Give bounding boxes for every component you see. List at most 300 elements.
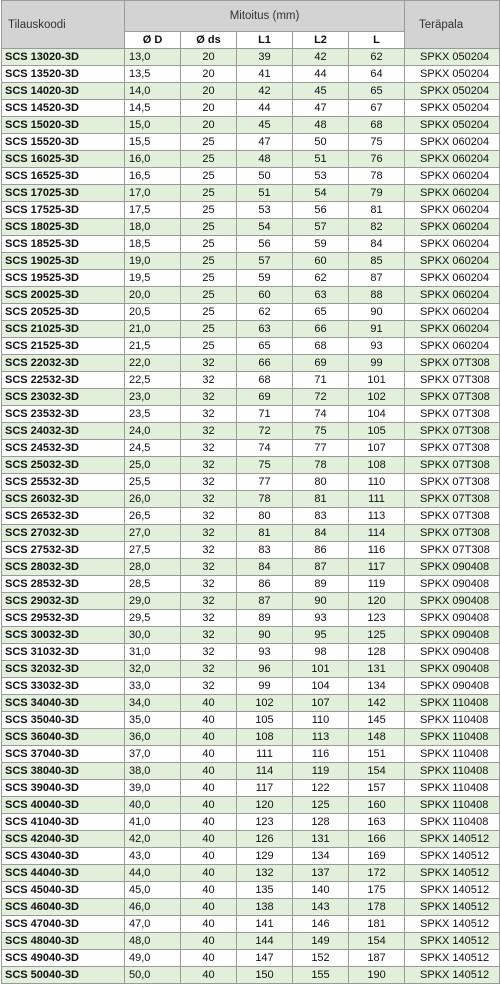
cell-l2: 78 [293,457,349,474]
table-row [2,83,500,100]
cell-terapala: SPKX 060204 [405,270,500,287]
cell-l2: 60 [293,253,349,270]
cell-diameter-d: 46,0 [125,899,181,916]
cell-l2: 104 [293,678,349,695]
cell-l1: 99 [237,678,293,695]
cell-l1: 57 [237,253,293,270]
cell-l2: 63 [293,287,349,304]
cell-terapala: SPKX 090408 [405,610,500,627]
cell-l: 101 [349,372,405,389]
cell-l: 107 [349,440,405,457]
cell-l: 62 [349,49,405,66]
cell-l1: 69 [237,389,293,406]
cell-l2: 77 [293,440,349,457]
cell-tilauskoodi: SCS 36040-3D [2,729,125,746]
cell-diameter-ds: 25 [181,151,237,168]
cell-l1: 59 [237,270,293,287]
cell-diameter-d: 50,0 [125,967,181,984]
cell-diameter-d: 35,0 [125,712,181,729]
table-row [2,865,500,882]
cell-terapala: SPKX 07T308 [405,372,500,389]
cell-l: 99 [349,355,405,372]
cell-diameter-ds: 32 [181,610,237,627]
table-row [2,729,500,746]
cell-diameter-ds: 32 [181,559,237,576]
cell-l2: 57 [293,219,349,236]
cell-l2: 113 [293,729,349,746]
cell-terapala: SPKX 090408 [405,593,500,610]
cell-l1: 74 [237,440,293,457]
cell-tilauskoodi: SCS 17025-3D [2,185,125,202]
cell-terapala: SPKX 090408 [405,576,500,593]
cell-l2: 122 [293,780,349,797]
cell-tilauskoodi: SCS 41040-3D [2,814,125,831]
table-row [2,423,500,440]
cell-l1: 65 [237,338,293,355]
cell-l: 75 [349,134,405,151]
cell-tilauskoodi: SCS 19525-3D [2,270,125,287]
cell-diameter-ds: 20 [181,49,237,66]
cell-l: 145 [349,712,405,729]
cell-diameter-ds: 25 [181,287,237,304]
cell-diameter-ds: 25 [181,185,237,202]
header-terapala: Teräpala [405,1,500,49]
cell-tilauskoodi: SCS 29532-3D [2,610,125,627]
header-tilauskoodi: Tilauskoodi [2,1,125,49]
cell-terapala: SPKX 110408 [405,712,500,729]
cell-l1: 48 [237,151,293,168]
cell-l2: 155 [293,967,349,984]
cell-diameter-ds: 32 [181,389,237,406]
cell-l2: 48 [293,117,349,134]
cell-l: 169 [349,848,405,865]
table-row [2,797,500,814]
cell-diameter-ds: 40 [181,797,237,814]
table-row [2,151,500,168]
cell-l: 172 [349,865,405,882]
cell-tilauskoodi: SCS 22032-3D [2,355,125,372]
cell-diameter-ds: 20 [181,83,237,100]
cell-diameter-d: 22,5 [125,372,181,389]
cell-diameter-d: 29,5 [125,610,181,627]
cell-terapala: SPKX 07T308 [405,457,500,474]
cell-diameter-d: 16,0 [125,151,181,168]
header-row [2,1,500,32]
table-row [2,882,500,899]
cell-l2: 116 [293,746,349,763]
cell-diameter-ds: 25 [181,338,237,355]
cell-l2: 68 [293,338,349,355]
cell-diameter-d: 32,0 [125,661,181,678]
cell-terapala: SPKX 140512 [405,916,500,933]
cell-tilauskoodi: SCS 38040-3D [2,763,125,780]
cell-l2: 95 [293,627,349,644]
cell-l1: 93 [237,644,293,661]
cell-diameter-d: 26,0 [125,491,181,508]
cell-diameter-ds: 32 [181,542,237,559]
cell-l1: 41 [237,66,293,83]
cell-terapala: SPKX 060204 [405,185,500,202]
cell-l: 88 [349,287,405,304]
cell-diameter-ds: 32 [181,508,237,525]
cell-l1: 51 [237,185,293,202]
cell-terapala: SPKX 060204 [405,134,500,151]
table-row [2,457,500,474]
cell-diameter-ds: 32 [181,423,237,440]
cell-tilauskoodi: SCS 18525-3D [2,236,125,253]
cell-tilauskoodi: SCS 25032-3D [2,457,125,474]
cell-tilauskoodi: SCS 14520-3D [2,100,125,117]
cell-terapala: SPKX 110408 [405,729,500,746]
cell-tilauskoodi: SCS 35040-3D [2,712,125,729]
cell-diameter-ds: 40 [181,729,237,746]
cell-terapala: SPKX 07T308 [405,355,500,372]
cell-diameter-d: 44,0 [125,865,181,882]
cell-l2: 69 [293,355,349,372]
cell-tilauskoodi: SCS 13020-3D [2,49,125,66]
cell-l1: 39 [237,49,293,66]
cell-terapala: SPKX 050204 [405,117,500,134]
table-row [2,474,500,491]
cell-terapala: SPKX 140512 [405,967,500,984]
table-row [2,100,500,117]
cell-l: 111 [349,491,405,508]
table-row [2,899,500,916]
cell-l1: 78 [237,491,293,508]
cell-tilauskoodi: SCS 49040-3D [2,950,125,967]
cell-l2: 90 [293,593,349,610]
cell-tilauskoodi: SCS 19025-3D [2,253,125,270]
cell-l1: 90 [237,627,293,644]
cell-diameter-d: 27,0 [125,525,181,542]
cell-l2: 87 [293,559,349,576]
cell-tilauskoodi: SCS 16525-3D [2,168,125,185]
cell-terapala: SPKX 07T308 [405,542,500,559]
cell-l: 76 [349,151,405,168]
cell-l: 64 [349,66,405,83]
cell-l: 181 [349,916,405,933]
table-row [2,763,500,780]
cell-diameter-d: 18,5 [125,236,181,253]
cell-diameter-d: 17,5 [125,202,181,219]
cell-l2: 149 [293,933,349,950]
cell-diameter-d: 26,5 [125,508,181,525]
cell-diameter-d: 28,5 [125,576,181,593]
cell-diameter-ds: 32 [181,593,237,610]
cell-tilauskoodi: SCS 50040-3D [2,967,125,984]
cell-diameter-ds: 25 [181,202,237,219]
cell-tilauskoodi: SCS 20025-3D [2,287,125,304]
cell-l: 160 [349,797,405,814]
header-mitoitus: Mitoitus (mm) [125,1,405,32]
cell-l1: 147 [237,950,293,967]
header-diameter-ds: Ø ds [181,32,237,49]
cell-diameter-d: 20,5 [125,304,181,321]
cell-terapala: SPKX 07T308 [405,440,500,457]
cell-l1: 105 [237,712,293,729]
header-l: L [349,32,405,49]
cell-l2: 56 [293,202,349,219]
cell-diameter-d: 13,0 [125,49,181,66]
cell-l2: 42 [293,49,349,66]
cell-l: 81 [349,202,405,219]
cell-l: 91 [349,321,405,338]
cell-terapala: SPKX 060204 [405,236,500,253]
cell-l: 148 [349,729,405,746]
cell-l: 175 [349,882,405,899]
cell-l: 134 [349,678,405,695]
cell-l2: 59 [293,236,349,253]
cell-l1: 71 [237,406,293,423]
cell-l1: 66 [237,355,293,372]
cell-terapala: SPKX 090408 [405,661,500,678]
cell-terapala: SPKX 110408 [405,780,500,797]
cell-diameter-ds: 40 [181,763,237,780]
cell-diameter-ds: 32 [181,355,237,372]
cell-terapala: SPKX 140512 [405,882,500,899]
cell-tilauskoodi: SCS 21525-3D [2,338,125,355]
table-row [2,712,500,729]
cell-l1: 150 [237,967,293,984]
cell-tilauskoodi: SCS 25532-3D [2,474,125,491]
cell-l: 85 [349,253,405,270]
table-row [2,678,500,695]
cell-l1: 102 [237,695,293,712]
cell-l2: 45 [293,83,349,100]
cell-tilauskoodi: SCS 23032-3D [2,389,125,406]
table-row [2,933,500,950]
table-row [2,202,500,219]
cell-diameter-ds: 40 [181,848,237,865]
cell-tilauskoodi: SCS 31032-3D [2,644,125,661]
cell-tilauskoodi: SCS 28532-3D [2,576,125,593]
cell-l1: 132 [237,865,293,882]
cell-terapala: SPKX 07T308 [405,508,500,525]
cell-l: 157 [349,780,405,797]
cell-diameter-d: 49,0 [125,950,181,967]
cell-terapala: SPKX 050204 [405,100,500,117]
cell-diameter-ds: 32 [181,644,237,661]
cell-terapala: SPKX 110408 [405,763,500,780]
cell-diameter-d: 19,5 [125,270,181,287]
cell-diameter-d: 18,0 [125,219,181,236]
cell-l: 187 [349,950,405,967]
cell-terapala: SPKX 110408 [405,746,500,763]
cell-l: 154 [349,933,405,950]
cell-l: 102 [349,389,405,406]
cell-diameter-ds: 25 [181,270,237,287]
table-row [2,848,500,865]
cell-diameter-ds: 40 [181,814,237,831]
cell-l1: 89 [237,610,293,627]
cell-diameter-d: 36,0 [125,729,181,746]
cell-diameter-ds: 40 [181,933,237,950]
cell-l2: 152 [293,950,349,967]
cell-diameter-d: 24,0 [125,423,181,440]
cell-l2: 89 [293,576,349,593]
cell-l2: 54 [293,185,349,202]
cell-tilauskoodi: SCS 15520-3D [2,134,125,151]
cell-diameter-d: 43,0 [125,848,181,865]
header-diameter-d: Ø D [125,32,181,49]
cell-l2: 125 [293,797,349,814]
cell-l: 154 [349,763,405,780]
cell-l2: 44 [293,66,349,83]
cell-terapala: SPKX 110408 [405,695,500,712]
cell-terapala: SPKX 060204 [405,151,500,168]
cell-tilauskoodi: SCS 42040-3D [2,831,125,848]
cell-l: 125 [349,627,405,644]
cell-tilauskoodi: SCS 18025-3D [2,219,125,236]
cell-l: 113 [349,508,405,525]
cell-l: 68 [349,117,405,134]
cell-l1: 42 [237,83,293,100]
table-row [2,831,500,848]
table-row [2,916,500,933]
cell-l2: 93 [293,610,349,627]
table-row [2,185,500,202]
table-row [2,168,500,185]
cell-terapala: SPKX 110408 [405,814,500,831]
cell-l: 105 [349,423,405,440]
cell-l2: 137 [293,865,349,882]
cell-l: 90 [349,304,405,321]
cell-diameter-ds: 32 [181,457,237,474]
cell-diameter-d: 20,0 [125,287,181,304]
cell-diameter-ds: 32 [181,661,237,678]
cell-l1: 60 [237,287,293,304]
cell-diameter-d: 15,5 [125,134,181,151]
cell-tilauskoodi: SCS 16025-3D [2,151,125,168]
cell-terapala: SPKX 060204 [405,338,500,355]
cell-l: 190 [349,967,405,984]
cell-tilauskoodi: SCS 39040-3D [2,780,125,797]
cell-diameter-ds: 25 [181,219,237,236]
table-row [2,627,500,644]
cell-diameter-d: 48,0 [125,933,181,950]
cell-l: 119 [349,576,405,593]
cell-l2: 107 [293,695,349,712]
cell-l: 151 [349,746,405,763]
table-row [2,236,500,253]
cell-diameter-d: 45,0 [125,882,181,899]
cell-l2: 101 [293,661,349,678]
cell-l2: 84 [293,525,349,542]
cell-l2: 72 [293,389,349,406]
cell-diameter-ds: 32 [181,525,237,542]
cell-terapala: SPKX 060204 [405,287,500,304]
cell-diameter-ds: 32 [181,627,237,644]
cell-terapala: SPKX 060204 [405,202,500,219]
cell-l1: 111 [237,746,293,763]
cell-l: 163 [349,814,405,831]
cell-l: 120 [349,593,405,610]
cell-l2: 65 [293,304,349,321]
cell-diameter-ds: 20 [181,66,237,83]
table-row [2,134,500,151]
cell-terapala: SPKX 140512 [405,848,500,865]
cell-terapala: SPKX 060204 [405,219,500,236]
cell-l1: 72 [237,423,293,440]
cell-diameter-d: 25,5 [125,474,181,491]
cell-l2: 53 [293,168,349,185]
table-row [2,440,500,457]
cell-l1: 117 [237,780,293,797]
cell-diameter-ds: 40 [181,865,237,882]
cell-l: 108 [349,457,405,474]
table-row [2,525,500,542]
table-row [2,338,500,355]
cell-terapala: SPKX 060204 [405,168,500,185]
cell-l: 87 [349,270,405,287]
cell-l1: 87 [237,593,293,610]
cell-terapala: SPKX 060204 [405,253,500,270]
table-row [2,287,500,304]
table-row [2,355,500,372]
cell-diameter-d: 33,0 [125,678,181,695]
table-row [2,746,500,763]
cell-l2: 50 [293,134,349,151]
table-row [2,66,500,83]
cell-diameter-ds: 25 [181,236,237,253]
cell-tilauskoodi: SCS 30032-3D [2,627,125,644]
cell-l1: 135 [237,882,293,899]
table-row [2,389,500,406]
cell-l: 123 [349,610,405,627]
cell-l1: 44 [237,100,293,117]
cell-l2: 81 [293,491,349,508]
cell-tilauskoodi: SCS 32032-3D [2,661,125,678]
table-row [2,967,500,984]
table-row [2,491,500,508]
cell-diameter-d: 25,0 [125,457,181,474]
cell-terapala: SPKX 060204 [405,304,500,321]
cell-l1: 114 [237,763,293,780]
table-row [2,117,500,134]
cell-l1: 80 [237,508,293,525]
cell-tilauskoodi: SCS 48040-3D [2,933,125,950]
cell-diameter-d: 23,5 [125,406,181,423]
cell-diameter-d: 19,0 [125,253,181,270]
cell-diameter-ds: 25 [181,134,237,151]
cell-diameter-d: 30,0 [125,627,181,644]
cell-l: 114 [349,525,405,542]
cell-diameter-d: 38,0 [125,763,181,780]
cell-terapala: SPKX 090408 [405,644,500,661]
cell-terapala: SPKX 140512 [405,865,500,882]
cell-l: 116 [349,542,405,559]
cell-terapala: SPKX 050204 [405,66,500,83]
table-row [2,695,500,712]
cell-diameter-ds: 40 [181,780,237,797]
cell-l: 128 [349,644,405,661]
cell-terapala: SPKX 050204 [405,83,500,100]
cell-l1: 45 [237,117,293,134]
cell-l2: 66 [293,321,349,338]
table-row [2,780,500,797]
cell-l2: 83 [293,508,349,525]
cell-diameter-ds: 20 [181,117,237,134]
cell-tilauskoodi: SCS 27532-3D [2,542,125,559]
cell-tilauskoodi: SCS 14020-3D [2,83,125,100]
cell-diameter-ds: 32 [181,678,237,695]
cell-tilauskoodi: SCS 20525-3D [2,304,125,321]
cell-diameter-ds: 40 [181,882,237,899]
cell-diameter-d: 34,0 [125,695,181,712]
cell-diameter-ds: 40 [181,746,237,763]
cell-l1: 86 [237,576,293,593]
cell-terapala: SPKX 090408 [405,627,500,644]
